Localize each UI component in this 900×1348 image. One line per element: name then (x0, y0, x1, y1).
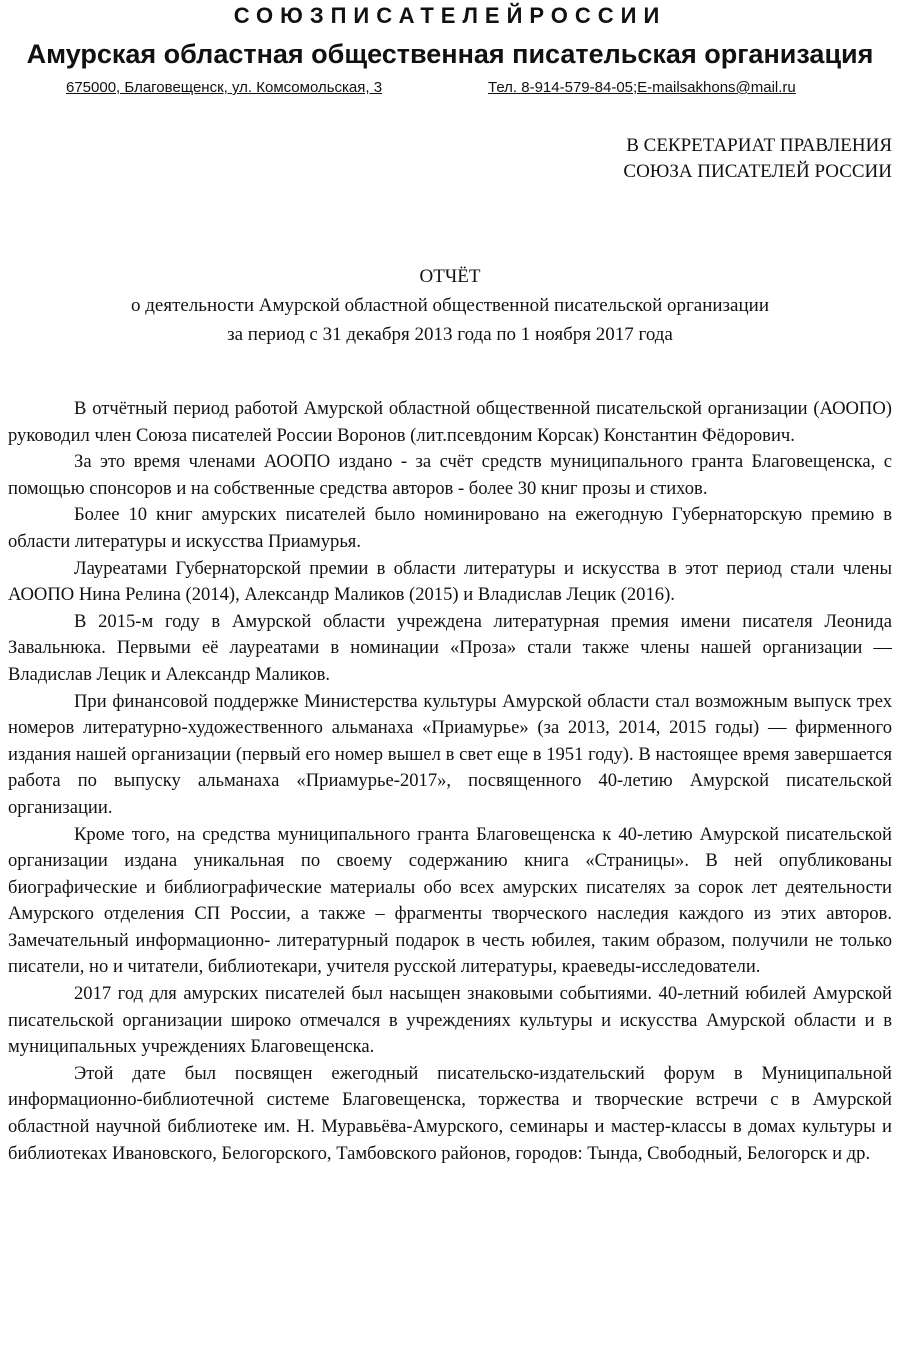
recipient-line-2: СОЮЗА ПИСАТЕЛЕЙ РОССИИ (623, 161, 892, 182)
paragraph: Лауреатами Губернаторской премии в области литературы и искусства в этот период стали члены АООПО Нина Релина (2014), Александр Маликов (2015) и Владислав Лецик (2016). (8, 557, 892, 606)
report-body (8, 396, 892, 1167)
report-subtitle-2: за период с 31 декабря 2013 года по 1 ноября 2017 года (227, 324, 673, 345)
paragraph: 2017 год для амурских писателей был насыщен знаковыми событиями. 40-летний юбилей Амурской писательской организации широко отмечался в учреждениях культуры и искусства Амурской области и в муниципальных учреждениях Благовещенска. (8, 983, 892, 1058)
report-heading (0, 262, 900, 349)
paragraph: Этой дате был посвящен ежегодный писательско-издательский форум в Муниципальной информационно-библиотечной системе Благовещенска, торжества и творческие встречи с в Амурской областной научной библиотеке им. Н. Муравьёва-Амурского, семинары и мастер-классы в домах культуры и библиотеках Ивановского, Белогорского, Тамбовского районов, городов: Тында, Свободный, Белогорск и др. (8, 1062, 892, 1164)
paragraph: В отчётный период работой Амурской областной общественной писательской организации (АООПО) руководил член Союза писателей России Воронов (лит.псевдоним Корсак) Константин Фёдорович. (8, 398, 892, 446)
report-subtitle-1: о деятельности Амурской областной общественной писательской организации (131, 295, 769, 316)
recipient-block (623, 133, 892, 185)
address-line: 675000, Благовещенск, ул. Комсомольская, 3 (66, 79, 383, 96)
paragraph: За это время членами АООПО издано - за счёт средств муниципального гранта Благовещенска, с помощью спонсоров и на собственные средства авторов - более 30 книг прозы и стихов. (8, 451, 892, 499)
paragraph: Кроме того, на средства муниципального гранта Благовещенска к 40-летию Амурской писательской организации издана уникальная по своему содержанию книга «Страницы». В ней опубликованы биографические и библиографические материалы обо всех амурских писателях за сорок лет деятельности Амурского отделения СП России, а также – фрагменты творческого наследия каждого из этих авторов. Замечательный информационно- литературный подарок в честь юбилея, таким образом, получили не только писатели, но и читатели, библиотекари, учителя русской литературы, краеведы-исследователи. (8, 823, 892, 978)
phone-email-line: Тел. 8-914-579-84-05;E-mailsakhons@mail.ru (488, 79, 796, 96)
paragraph: Более 10 книг амурских писателей было номинировано на ежегодную Губернаторскую премию в области литературы и искусства Приамурья. (8, 504, 892, 552)
paragraph: В 2015-м году в Амурской области учреждена литературная премия имени писателя Леонида Завальнюка. Первыми её лауреатами в номинации «Проза» стали также члены нашей организации — Владислав Лецик и Александр Маликов. (8, 610, 892, 685)
union-name: СОЮЗПИСАТЕЛЕЙРОССИИ (233, 3, 667, 28)
recipient-line-1: В СЕКРЕТАРИАТ ПРАВЛЕНИЯ (626, 135, 892, 156)
paragraph: При финансовой поддержке Министерства культуры Амурской области стал возможным выпуск трех номеров литературно-художественного альманаха «Приамурье» (за 2013, 2014, 2015 годы) — фирменного издания нашей организации (первый его номер вышел в свет еще в 1951 году). В настоящее время завершается работа по выпуску альманаха «Приамурье-2017», посвященного 40-летию Амурской писательской организации. (8, 690, 892, 818)
report-title: ОТЧЁТ (419, 266, 481, 287)
organization-name: Амурская областная общественная писательская организация (26, 39, 874, 69)
